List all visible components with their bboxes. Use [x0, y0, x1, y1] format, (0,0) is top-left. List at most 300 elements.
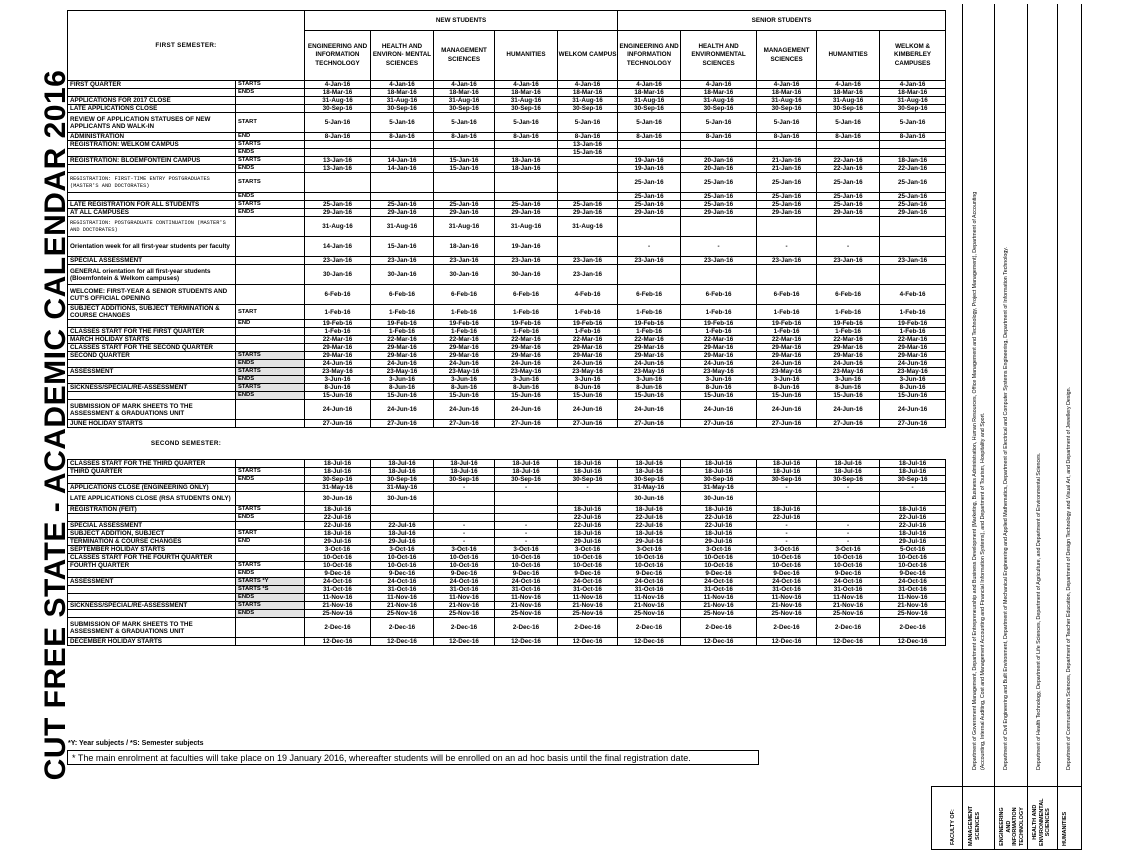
date-cell: 11-Nov-16: [305, 594, 371, 602]
date-cell: 23-May-16: [681, 368, 757, 376]
row-label: REGISTRATION: POSTGRADUATE CONTINUATION (MASTER'S AND DOCTORATES): [68, 217, 236, 237]
date-cell: 25-Jan-16: [434, 201, 495, 209]
calendar-row: [68, 201, 946, 209]
date-cell: 9-Dec-16: [880, 570, 946, 578]
date-cell: [681, 217, 757, 237]
row-label: REGISTRATION: WELKOM CAMPUS: [68, 141, 236, 149]
date-cell: 25-Jan-16: [817, 173, 880, 193]
date-cell: 3-Oct-16: [681, 546, 757, 554]
date-cell: 14-Jan-16: [371, 165, 434, 173]
date-cell: 30-Jun-16: [305, 492, 371, 506]
date-cell: 11-Nov-16: [495, 594, 558, 602]
new-students-heading: NEW STUDENTS: [305, 11, 618, 31]
date-cell: 21-Nov-16: [681, 602, 757, 610]
calendar-row: [68, 141, 946, 149]
date-cell: [817, 265, 880, 285]
date-cell: 1-Feb-16: [495, 328, 558, 336]
date-cell: [495, 492, 558, 506]
date-cell: 31-Oct-16: [618, 586, 681, 594]
date-cell: 22-Jul-16: [305, 514, 371, 522]
date-cell: 5-Jan-16: [371, 113, 434, 133]
row-period: [236, 285, 305, 305]
row-label: [68, 594, 236, 602]
date-cell: 22-Mar-16: [757, 336, 817, 344]
faculties-panel: [962, 4, 1082, 850]
date-cell: 2-Dec-16: [681, 618, 757, 638]
date-cell: 29-Mar-16: [558, 344, 618, 352]
date-cell: 3-Jun-16: [880, 376, 946, 384]
date-cell: 23-Jan-16: [305, 257, 371, 265]
date-cell: 22-Jul-16: [681, 514, 757, 522]
date-cell: 25-Jan-16: [817, 201, 880, 209]
date-cell: 21-Nov-16: [371, 602, 434, 610]
date-cell: -: [495, 522, 558, 530]
date-cell: 27-Jun-16: [757, 420, 817, 428]
date-cell: 24-Jun-16: [618, 400, 681, 420]
new-column-header: MANAGEMENT SCIENCES: [434, 31, 495, 81]
row-period: [236, 546, 305, 554]
date-cell: 6-Feb-16: [757, 285, 817, 305]
date-cell: 19-Jan-16: [618, 157, 681, 165]
second-semester-header: [68, 428, 946, 460]
date-cell: 29-Mar-16: [618, 352, 681, 360]
date-cell: 18-Jul-16: [757, 506, 817, 514]
date-cell: 5-Jan-16: [757, 113, 817, 133]
date-cell: 27-Jun-16: [558, 420, 618, 428]
date-cell: 18-Mar-16: [880, 89, 946, 97]
date-cell: 6-Feb-16: [618, 285, 681, 305]
calendar-row: [68, 484, 946, 492]
date-cell: 25-Nov-16: [371, 610, 434, 618]
date-cell: [757, 492, 817, 506]
date-cell: 8-Jun-16: [817, 384, 880, 392]
date-cell: 24-Jun-16: [434, 400, 495, 420]
calendar-row: [68, 368, 946, 376]
date-cell: 24-Jun-16: [681, 360, 757, 368]
calendar-row: [68, 570, 946, 578]
date-cell: 22-Jul-16: [558, 522, 618, 530]
row-period: ENDS: [236, 594, 305, 602]
row-label: AT ALL CAMPUSES: [68, 209, 236, 217]
date-cell: 5-Jan-16: [495, 113, 558, 133]
date-cell: 31-Aug-16: [305, 97, 371, 105]
date-cell: 15-Jun-16: [681, 392, 757, 400]
date-cell: 18-Mar-16: [757, 89, 817, 97]
row-period: STARTS: [236, 602, 305, 610]
date-cell: [434, 173, 495, 193]
date-cell: 24-Jun-16: [371, 400, 434, 420]
date-cell: 30-Sep-16: [371, 105, 434, 113]
date-cell: 3-Jun-16: [681, 376, 757, 384]
enrolment-note: [67, 750, 759, 765]
date-cell: 30-Sep-16: [880, 105, 946, 113]
date-cell: 31-Oct-16: [495, 586, 558, 594]
row-label: JUNE HOLIDAY STARTS: [68, 420, 236, 428]
row-period: STARTS: [236, 562, 305, 570]
date-cell: 18-Jul-16: [880, 530, 946, 538]
date-cell: [371, 193, 434, 201]
date-cell: 30-Sep-16: [495, 476, 558, 484]
date-cell: 30-Sep-16: [618, 476, 681, 484]
new-column-header: HEALTH AND ENVIRON- MENTAL SCIENCES: [371, 31, 434, 81]
date-cell: 2-Dec-16: [371, 618, 434, 638]
date-cell: 1-Feb-16: [434, 305, 495, 320]
calendar-row: [68, 530, 946, 538]
date-cell: 24-Jun-16: [681, 400, 757, 420]
date-cell: 4-Jan-16: [880, 81, 946, 89]
date-cell: 12-Dec-16: [757, 638, 817, 646]
row-period: END: [236, 538, 305, 546]
date-cell: 31-Oct-16: [757, 586, 817, 594]
date-cell: 27-Jun-16: [434, 420, 495, 428]
date-cell: -: [618, 237, 681, 257]
date-cell: 30-Sep-16: [618, 105, 681, 113]
date-cell: 30-Sep-16: [434, 476, 495, 484]
senior-column-header: ENGINEERING AND INFORMATION TECHNOLOGY: [618, 31, 681, 81]
date-cell: 10-Oct-16: [757, 562, 817, 570]
date-cell: 22-Jul-16: [880, 514, 946, 522]
date-cell: [558, 165, 618, 173]
date-cell: 25-Jan-16: [618, 173, 681, 193]
date-cell: 30-Sep-16: [681, 476, 757, 484]
date-cell: 6-Feb-16: [495, 285, 558, 305]
date-cell: 24-Jun-16: [880, 400, 946, 420]
row-label: SEPTEMBER HOLIDAY STARTS: [68, 546, 236, 554]
date-cell: 22-Mar-16: [817, 336, 880, 344]
date-cell: 31-Aug-16: [495, 217, 558, 237]
calendar-row: [68, 285, 946, 305]
date-cell: 11-Nov-16: [681, 594, 757, 602]
row-period: [236, 638, 305, 646]
date-cell: 8-Jan-16: [305, 133, 371, 141]
faculty-departments: Department of Government Management, Department of Entrepreneurship and Business Development (Marketing, Business Administration, Human Resources, Office Management and Technology, Project Management), Department of Accounting: [972, 191, 978, 770]
date-cell: 12-Dec-16: [880, 638, 946, 646]
faculty-name: MANAGEMENT SCIENCES: [968, 805, 981, 846]
row-period: [236, 97, 305, 105]
date-cell: 14-Jan-16: [305, 237, 371, 257]
row-period: ENDS: [236, 514, 305, 522]
date-cell: 18-Jul-16: [305, 530, 371, 538]
date-cell: [757, 141, 817, 149]
date-cell: 23-Jan-16: [558, 265, 618, 285]
date-cell: 18-Jan-16: [434, 237, 495, 257]
calendar-row: [68, 618, 946, 638]
date-cell: 25-Jan-16: [305, 201, 371, 209]
date-cell: -: [434, 538, 495, 546]
date-cell: 18-Jul-16: [558, 460, 618, 468]
date-cell: 31-Aug-16: [558, 217, 618, 237]
date-cell: 30-Jun-16: [681, 492, 757, 506]
date-cell: 25-Jan-16: [757, 201, 817, 209]
row-period: STARTS: [236, 352, 305, 360]
calendar-row: [68, 376, 946, 384]
date-cell: -: [434, 522, 495, 530]
date-cell: -: [817, 530, 880, 538]
calendar-row: [68, 237, 946, 257]
date-cell: 22-Jul-16: [558, 514, 618, 522]
date-cell: 24-Jun-16: [434, 360, 495, 368]
first-semester-body: [68, 11, 946, 81]
faculty-departments: Department of Health Technology, Department of Life Sciences, Department of Agriculture, and Department of Environmental Sciences.: [1036, 452, 1042, 770]
date-cell: 30-Sep-16: [817, 105, 880, 113]
date-cell: -: [757, 522, 817, 530]
calendar-row: [68, 506, 946, 514]
date-cell: 8-Jun-16: [880, 384, 946, 392]
date-cell: 24-Oct-16: [618, 578, 681, 586]
date-cell: 30-Sep-16: [495, 105, 558, 113]
new-column-header: WELKOM CAMPUS: [558, 31, 618, 81]
date-cell: [880, 492, 946, 506]
row-label: [68, 610, 236, 618]
date-cell: 8-Jun-16: [681, 384, 757, 392]
date-cell: 12-Dec-16: [434, 638, 495, 646]
date-cell: 10-Oct-16: [371, 562, 434, 570]
date-cell: 18-Mar-16: [495, 89, 558, 97]
date-cell: 18-Jul-16: [880, 506, 946, 514]
row-period: STARTS: [236, 201, 305, 209]
calendar-row: [68, 460, 946, 468]
date-cell: 23-May-16: [495, 368, 558, 376]
date-cell: 10-Oct-16: [681, 562, 757, 570]
date-cell: 22-Jan-16: [880, 165, 946, 173]
date-cell: 29-Jan-16: [305, 209, 371, 217]
date-cell: 5-Oct-16: [880, 546, 946, 554]
row-period: STARTS: [236, 157, 305, 165]
date-cell: 3-Oct-16: [558, 546, 618, 554]
date-cell: 13-Jan-16: [305, 165, 371, 173]
date-cell: 29-Jul-16: [618, 538, 681, 546]
calendar-row: [68, 610, 946, 618]
date-cell: 1-Feb-16: [371, 328, 434, 336]
date-cell: 1-Feb-16: [757, 328, 817, 336]
date-cell: 3-Jun-16: [371, 376, 434, 384]
date-cell: 18-Jan-16: [495, 157, 558, 165]
row-period: [236, 522, 305, 530]
date-cell: [757, 265, 817, 285]
date-cell: 1-Feb-16: [305, 328, 371, 336]
row-label: LATE APPLICATIONS CLOSE (RSA STUDENTS ONLY): [68, 492, 236, 506]
date-cell: 15-Jun-16: [495, 392, 558, 400]
calendar-row: [68, 157, 946, 165]
date-cell: 18-Mar-16: [681, 89, 757, 97]
date-cell: 24-Jun-16: [817, 400, 880, 420]
date-cell: 29-Mar-16: [305, 344, 371, 352]
date-cell: [817, 514, 880, 522]
row-label: APPLICATIONS CLOSE (ENGINEERING ONLY): [68, 484, 236, 492]
date-cell: 25-Nov-16: [880, 610, 946, 618]
date-cell: 29-Mar-16: [880, 352, 946, 360]
date-cell: 30-Sep-16: [558, 476, 618, 484]
date-cell: 31-Aug-16: [558, 97, 618, 105]
date-cell: 24-Jun-16: [880, 360, 946, 368]
calendar-row: [68, 392, 946, 400]
row-period: START: [236, 530, 305, 538]
date-cell: 27-Jun-16: [880, 420, 946, 428]
date-cell: 9-Dec-16: [495, 570, 558, 578]
date-cell: 29-Mar-16: [880, 344, 946, 352]
row-label: SUBMISSION OF MARK SHEETS TO THE ASSESSMENT & GRADUATIONS UNIT: [68, 618, 236, 638]
senior-students-heading: SENIOR STUDENTS: [618, 11, 946, 31]
calendar-row: [68, 554, 946, 562]
date-cell: 4-Jan-16: [558, 81, 618, 89]
date-cell: [618, 149, 681, 157]
row-label: [68, 165, 236, 173]
date-cell: [817, 506, 880, 514]
date-cell: 31-Oct-16: [305, 586, 371, 594]
row-period: START: [236, 113, 305, 133]
date-cell: 18-Mar-16: [558, 89, 618, 97]
date-cell: 15-Jun-16: [618, 392, 681, 400]
date-cell: 23-May-16: [305, 368, 371, 376]
date-cell: 18-Jul-16: [558, 468, 618, 476]
date-cell: [681, 265, 757, 285]
date-cell: -: [558, 484, 618, 492]
date-cell: 23-Jan-16: [558, 257, 618, 265]
date-cell: 29-Mar-16: [757, 344, 817, 352]
date-cell: 10-Oct-16: [495, 554, 558, 562]
date-cell: 8-Jan-16: [681, 133, 757, 141]
date-cell: 8-Jan-16: [434, 133, 495, 141]
date-cell: 23-Jan-16: [434, 257, 495, 265]
date-cell: 18-Jan-16: [495, 165, 558, 173]
date-cell: 22-Jul-16: [305, 522, 371, 530]
date-cell: 27-Jun-16: [817, 420, 880, 428]
date-cell: 3-Oct-16: [305, 546, 371, 554]
row-label: [68, 193, 236, 201]
date-cell: 25-Jan-16: [817, 193, 880, 201]
row-label: MARCH HOLIDAY STARTS: [68, 336, 236, 344]
row-period: [236, 400, 305, 420]
calendar-table: [67, 10, 946, 646]
row-period: ENDS: [236, 392, 305, 400]
date-cell: [817, 141, 880, 149]
date-cell: 18-Jul-16: [880, 460, 946, 468]
date-cell: [495, 514, 558, 522]
row-period: [236, 237, 305, 257]
date-cell: 9-Dec-16: [371, 570, 434, 578]
date-cell: 24-Jun-16: [495, 360, 558, 368]
date-cell: 18-Jul-16: [495, 468, 558, 476]
row-label: CLASSES START FOR THE THIRD QUARTER: [68, 460, 236, 468]
calendar-row: [68, 522, 946, 530]
date-cell: [757, 149, 817, 157]
date-cell: 11-Nov-16: [434, 594, 495, 602]
row-label: [68, 514, 236, 522]
date-cell: 8-Jun-16: [434, 384, 495, 392]
date-cell: 23-Jan-16: [757, 257, 817, 265]
calendar-row: [68, 538, 946, 546]
senior-column-header: MANAGEMENT SCIENCES: [757, 31, 817, 81]
date-cell: 31-Oct-16: [434, 586, 495, 594]
date-cell: 22-Jul-16: [681, 522, 757, 530]
date-cell: 29-Jan-16: [817, 209, 880, 217]
date-cell: 15-Jun-16: [880, 392, 946, 400]
date-cell: 31-May-16: [305, 484, 371, 492]
date-cell: 18-Jul-16: [817, 468, 880, 476]
date-cell: 21-Jan-16: [757, 165, 817, 173]
row-period: [236, 336, 305, 344]
date-cell: 10-Oct-16: [495, 562, 558, 570]
date-cell: 31-Aug-16: [757, 97, 817, 105]
date-cell: 22-Mar-16: [618, 336, 681, 344]
row-period: [236, 492, 305, 506]
calendar-row: [68, 165, 946, 173]
calendar-row: [68, 578, 946, 586]
date-cell: 3-Jun-16: [817, 376, 880, 384]
date-cell: 22-Mar-16: [371, 336, 434, 344]
date-cell: 8-Jan-16: [618, 133, 681, 141]
date-cell: 29-Mar-16: [371, 352, 434, 360]
date-cell: 23-Jan-16: [618, 257, 681, 265]
date-cell: 29-Jan-16: [681, 209, 757, 217]
date-cell: 19-Feb-16: [817, 320, 880, 328]
date-cell: 9-Dec-16: [681, 570, 757, 578]
row-period: ENDS: [236, 165, 305, 173]
calendar-row: [68, 149, 946, 157]
date-cell: 18-Jul-16: [305, 506, 371, 514]
date-cell: -: [817, 484, 880, 492]
date-cell: 11-Nov-16: [757, 594, 817, 602]
row-label: REGISTRATION: BLOEMFONTEIN CAMPUS: [68, 157, 236, 165]
date-cell: 19-Feb-16: [558, 320, 618, 328]
new-column-header: ENGINEERING AND INFORMATION TECHNOLOGY: [305, 31, 371, 81]
date-cell: 21-Nov-16: [305, 602, 371, 610]
date-cell: 30-Sep-16: [757, 105, 817, 113]
date-cell: 29-Mar-16: [495, 344, 558, 352]
date-cell: 9-Dec-16: [817, 570, 880, 578]
date-cell: 18-Jul-16: [618, 506, 681, 514]
date-cell: 19-Jan-16: [618, 165, 681, 173]
date-cell: [558, 193, 618, 201]
row-label: [68, 586, 236, 594]
date-cell: 3-Oct-16: [817, 546, 880, 554]
date-cell: 25-Jan-16: [495, 201, 558, 209]
date-cell: [558, 157, 618, 165]
first-semester-rows: [68, 81, 946, 428]
date-cell: 1-Feb-16: [371, 305, 434, 320]
date-cell: 3-Oct-16: [757, 546, 817, 554]
row-period: [236, 344, 305, 352]
row-label: GENERAL orientation for all first-year students (Bloemfontein & Welkom campuses): [68, 265, 236, 285]
date-cell: 8-Jan-16: [371, 133, 434, 141]
row-period: [236, 554, 305, 562]
date-cell: 2-Dec-16: [495, 618, 558, 638]
date-cell: [880, 217, 946, 237]
date-cell: 31-Oct-16: [681, 586, 757, 594]
date-cell: 23-May-16: [558, 368, 618, 376]
date-cell: 4-Jan-16: [371, 81, 434, 89]
senior-column-header: HEALTH AND ENVIRONMENTAL SCIENCES: [681, 31, 757, 81]
row-period: STARTS: [236, 384, 305, 392]
date-cell: 19-Feb-16: [681, 320, 757, 328]
date-cell: 31-Aug-16: [495, 97, 558, 105]
date-cell: 15-Jun-16: [817, 392, 880, 400]
calendar-row: [68, 360, 946, 368]
date-cell: [495, 506, 558, 514]
row-label: [68, 149, 236, 157]
date-cell: [371, 149, 434, 157]
calendar-title: CUT FREE STATE - ACADEMIC CALENDAR 2016: [39, 69, 72, 781]
date-cell: 18-Jul-16: [757, 468, 817, 476]
date-cell: 31-Aug-16: [371, 217, 434, 237]
date-cell: 13-Jan-16: [305, 157, 371, 165]
date-cell: [817, 217, 880, 237]
date-cell: 4-Jan-16: [305, 81, 371, 89]
date-cell: [681, 149, 757, 157]
date-cell: 31-May-16: [618, 484, 681, 492]
date-cell: [371, 514, 434, 522]
date-cell: 4-Jan-16: [618, 81, 681, 89]
